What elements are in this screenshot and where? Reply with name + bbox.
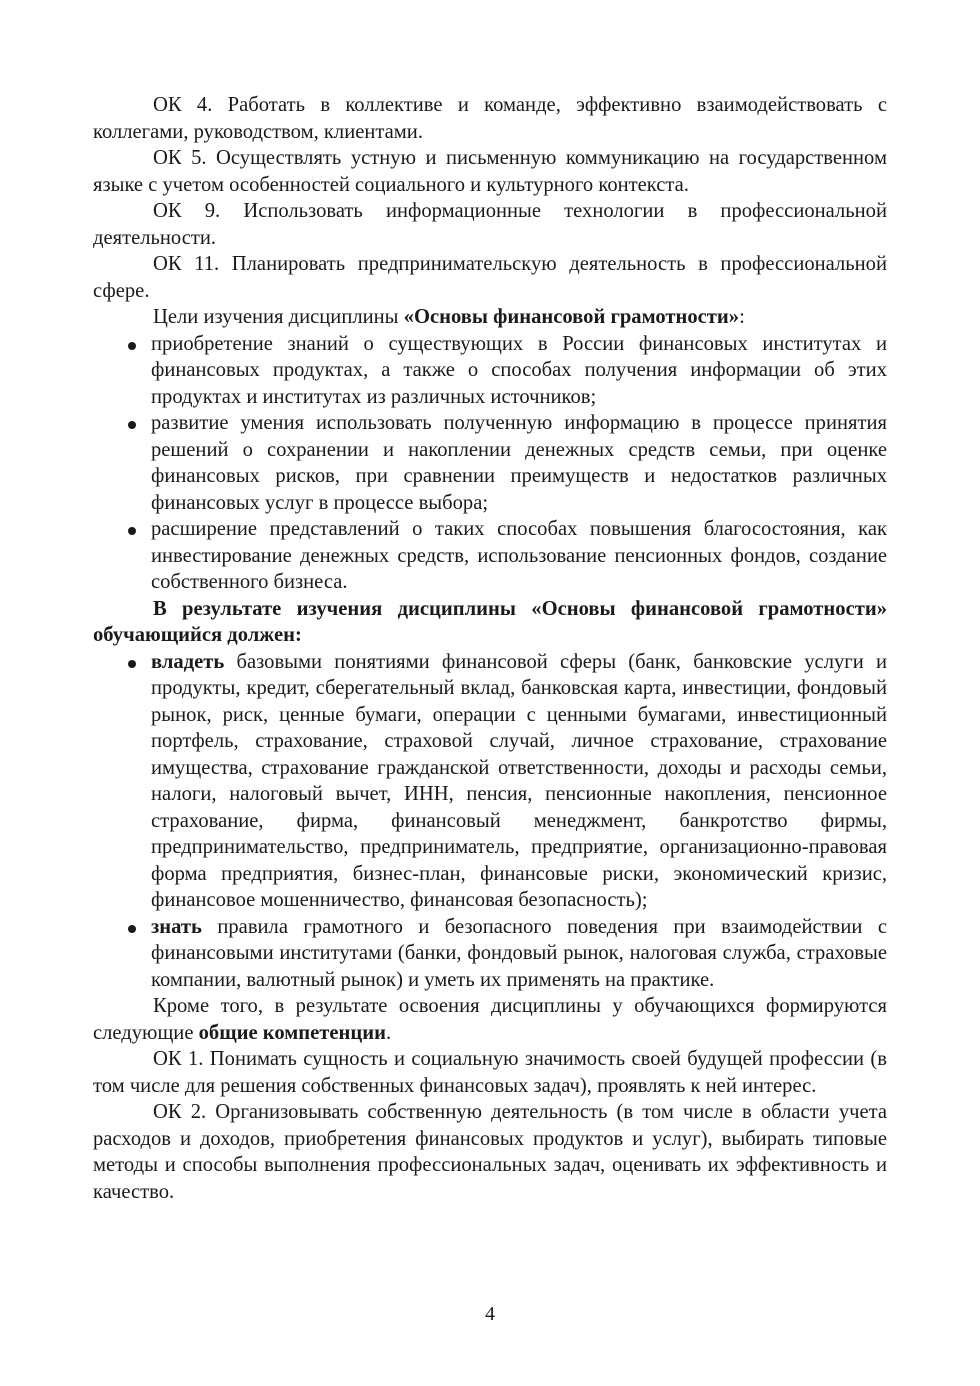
ok4-paragraph: ОК 4. Работать в коллективе и команде, эффективно взаимодействовать с коллегами, руководством, клиентами.: [93, 94, 887, 143]
skills-list: [93, 649, 887, 994]
list-item: знать правила грамотного и безопасного поведения при взаимодействии с финансовыми институтами (банки, фондовый рынок, налоговая служба, страховые компании, валютный рынок) и уметь их применять на практике.: [93, 914, 887, 994]
competencies-intro: Кроме того, в результате освоения дисциплины у обучающихся формируются следующие общие компетенции.: [93, 995, 887, 1044]
goals-intro: Цели изучения дисциплины «Основы финансовой грамотности»:: [153, 306, 745, 328]
ok11-paragraph: ОК 11. Планировать предпринимательскую деятельность в профессиональной сфере.: [93, 253, 887, 302]
skill-keyword: владеть: [151, 650, 225, 673]
bullet-icon: [128, 925, 136, 933]
course-title: «Основы финансовой грамотности»: [403, 306, 740, 328]
page-number: 4: [485, 1303, 495, 1325]
ok2-paragraph: ОК 2. Организовывать собственную деятельность (в том числе в области учета расходов и доходов, приобретения финансовых продуктов и услуг), выбирать типовые методы и способы выполнения профессиональных задач, оценивать их эффективность и качество.: [93, 1101, 887, 1203]
list-item: приобретение знаний о существующих в России финансовых институтах и финансовых продуктах, а также о способах получения информации об этих продуктах и институтах из различных источников;: [93, 331, 887, 411]
document-page: [93, 92, 887, 1205]
list-item: расширение представлений о таких способах повышения благосостояния, как инвестирование денежных средств, использование пенсионных фондов, создание собственного бизнеса.: [93, 516, 887, 596]
bullet-icon: [128, 421, 136, 429]
bullet-icon: [128, 342, 136, 350]
bullet-icon: [128, 527, 136, 535]
bullet-icon: [128, 660, 136, 668]
list-item: развитие умения использовать полученную информацию в процессе принятия решений о сохранении и накоплении денежных средств семьи, при оценке финансовых рисков, при сравнении преимуществ и недостатков различных финансовых услуг в процессе выбора;: [93, 410, 887, 516]
list-item: владеть базовыми понятиями финансовой сферы (банк, банковские услуги и продукты, кредит, сберегательный вклад, банковская карта, инвестиции, фондовый рынок, риск, ценные бумаги, операции с ценными бумагами, инвестиционный портфель, страхование, страховой случай, личное страхование, страхование имущества, страхование гражданской ответственности, доходы и расходы семьи, налоги, налоговый вычет, ИНН, пенсия, пенсионные накопления, пенсионное страхование, фирма, финансовый менеджмент, банкротство фирмы, предпринимательство, предприниматель, предприятие, организационно-правовая форма предприятия, бизнес-план, финансовые риски, экономический кризис, финансовое мошенничество, финансовая безопасность);: [93, 649, 887, 914]
competencies-bold: общие компетенции: [198, 1021, 387, 1044]
goals-list: [93, 331, 887, 596]
ok5-paragraph: ОК 5. Осуществлять устную и письменную коммуникацию на государственном языке с учетом особенностей социального и культурного контекста.: [93, 147, 887, 196]
skill-keyword: знать: [151, 915, 202, 938]
result-heading: В результате изучения дисциплины «Основы финансовой грамотности» обучающийся должен:: [93, 597, 887, 646]
ok9-paragraph: ОК 9. Использовать информационные технологии в профессиональной деятельности.: [93, 200, 887, 249]
ok1-paragraph: ОК 1. Понимать сущность и социальную значимость своей будущей профессии (в том числе для решения собственных финансовых задач), проявлять к ней интерес.: [93, 1048, 887, 1097]
